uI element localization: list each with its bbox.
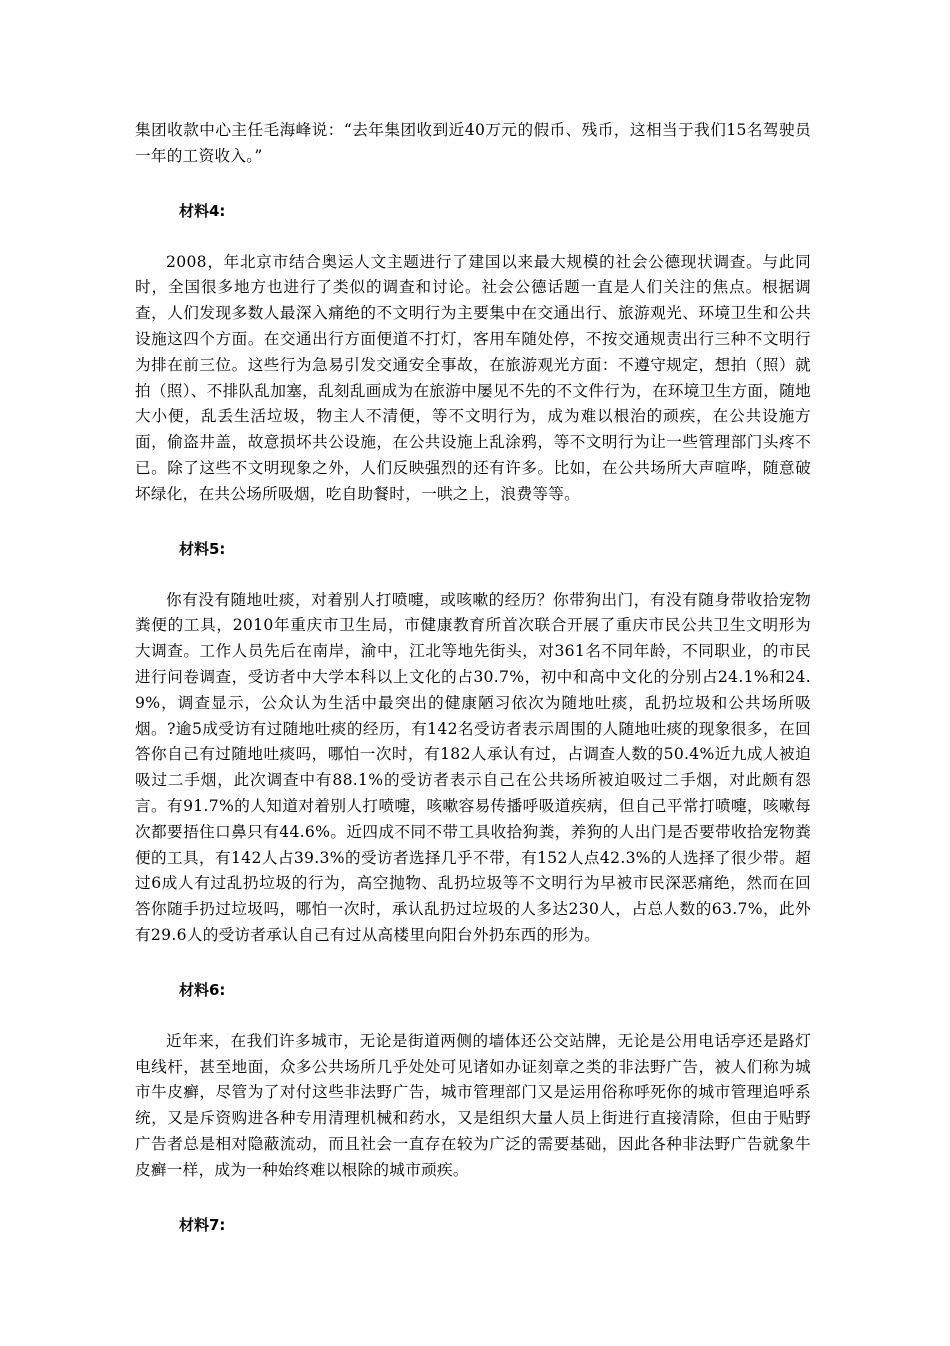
- document-body: [135, 118, 811, 1238]
- material-5-paragraph: 你有没有随地吐痰，对着别人打喷嚏，或咳嗽的经历？你带狗出门，有没有随身带收拾宠物粪便的工具，2010年重庆市卫生局，市健康教育所首次联合开展了重庆市民公共卫生文明形为大调查。工作人员先后在南岸，渝中，江北等地先街头，对361名不同年龄，不同职业，的市民进行问卷调查，受访者中大学本科以上文化的占30.7%，初中和高中文化的分别占24.1%和24.9%，调查显示，公众认为生活中最突出的健康陋习依次为随地吐痰，乱扔垃圾和公共场所吸烟。?逾5成受访有过随地吐痰的经历，有142名受访者表示周围的人随地吐痰的现象很多，在回答你自己有过随地吐痰吗，哪怕一次时，有182人承认有过，占调查人数的50.4%近九成人被迫吸过二手烟，此次调查中有88.1%的受访者表示自己在公共场所被迫吸过二手烟，对此颇有怨言。有91.7%的人知道对着别人打喷嚏，咳嗽容易传播呼吸道疾病，但自己平常打喷嚏，咳嗽每次都要捂住口鼻只有44.6%。近四成不同不带工具收拾狗粪，养狗的人出门是否要带收拾宠物粪便的工具，有142人占39.3%的受访者选择几乎不带，有152人点42.3%的人选择了很少带。超过6成人有过乱扔垃圾的行为，高空抛物、乱扔垃圾等不文明行为早被市民深恶痛绝，然而在回答你随手扔过垃圾吗，哪怕一次时，承认乱扔过垃圾的人多达230人，占总人数的63.7%，此外有29.6人的受访者承认自己有过从高楼里向阳台外扔东西的形为。: [135, 590, 811, 944]
- spacer: [135, 170, 811, 198]
- intro-paragraph: 集团收款中心主任毛海峰说：“去年集团收到近40万元的假币、残币，这相当于我们15名驾驶员一年的工资收入。”: [135, 121, 811, 165]
- spacer: [135, 1003, 811, 1029]
- material-4-heading: 材料4:: [179, 201, 226, 220]
- material-7-heading: 材料7:: [179, 1215, 226, 1234]
- material-5-heading: 材料5:: [179, 539, 226, 558]
- spacer: [135, 508, 811, 536]
- material-6-heading: 材料6:: [179, 980, 226, 999]
- spacer: [135, 224, 811, 250]
- spacer: [135, 1184, 811, 1212]
- spacer: [135, 949, 811, 977]
- spacer: [135, 562, 811, 588]
- material-4-paragraph: 2008，年北京市结合奥运人文主题进行了建国以来最大规模的社会公德现状调查。与此同时，全国很多地方也进行了类似的调查和讨论。社会公德话题一直是人们关注的焦点。根据调查，人们发现多数人最深入痛绝的不文明行为主要集中在交通出行、旅游观光、环境卫生和公共设施这四个方面。在交通出行方面便道不打灯，客用车随处停，不按交通规责出行三种不文明行为排在前三位。这些行为急易引发交通安全事故，在旅游观光方面：不遵守规定，想拍（照）就拍（照）、不排队乱加塞，乱刻乱画成为在旅游中屡见不先的不文件行为，在环境卫生方面，随地大小便，乱丢生活垃圾，物主人不清便，等不文明行为，成为难以根治的顽疾，在公共设施方面，偷盗井盖，故意损坏共公设施，在公共设施上乱涂鸦，等不文明行为让一些管理部门头疼不已。除了这些不文明现象之外，人们反映强烈的还有许多。比如，在公共场所大声喧哗，随意破坏绿化，在共公场所吸烟，吃自助餐时，一哄之上，浪费等等。: [135, 252, 811, 503]
- material-6-paragraph: 近年来，在我们许多城市，无论是街道两侧的墙体还公交站牌，无论是公用电话亭还是路灯电线杆，甚至地面，众多公共场所几乎处处可见诸如办证刻章之类的非法野广告，被人们称为城市牛皮癣，尽管为了对付这些非法野广告，城市管理部门又是运用俗称呼死你的城市管理追呼系统，又是斥资购进各种专用清理机械和药水，又是组织大量人员上街进行直接清除，但由于贴野广告者总是相对隐蔽流动，而且社会一直存在较为广泛的需要基础，因此各种非法野广告就象牛皮癣一样，成为一种始终难以根除的城市顽疾。: [135, 1031, 811, 1179]
